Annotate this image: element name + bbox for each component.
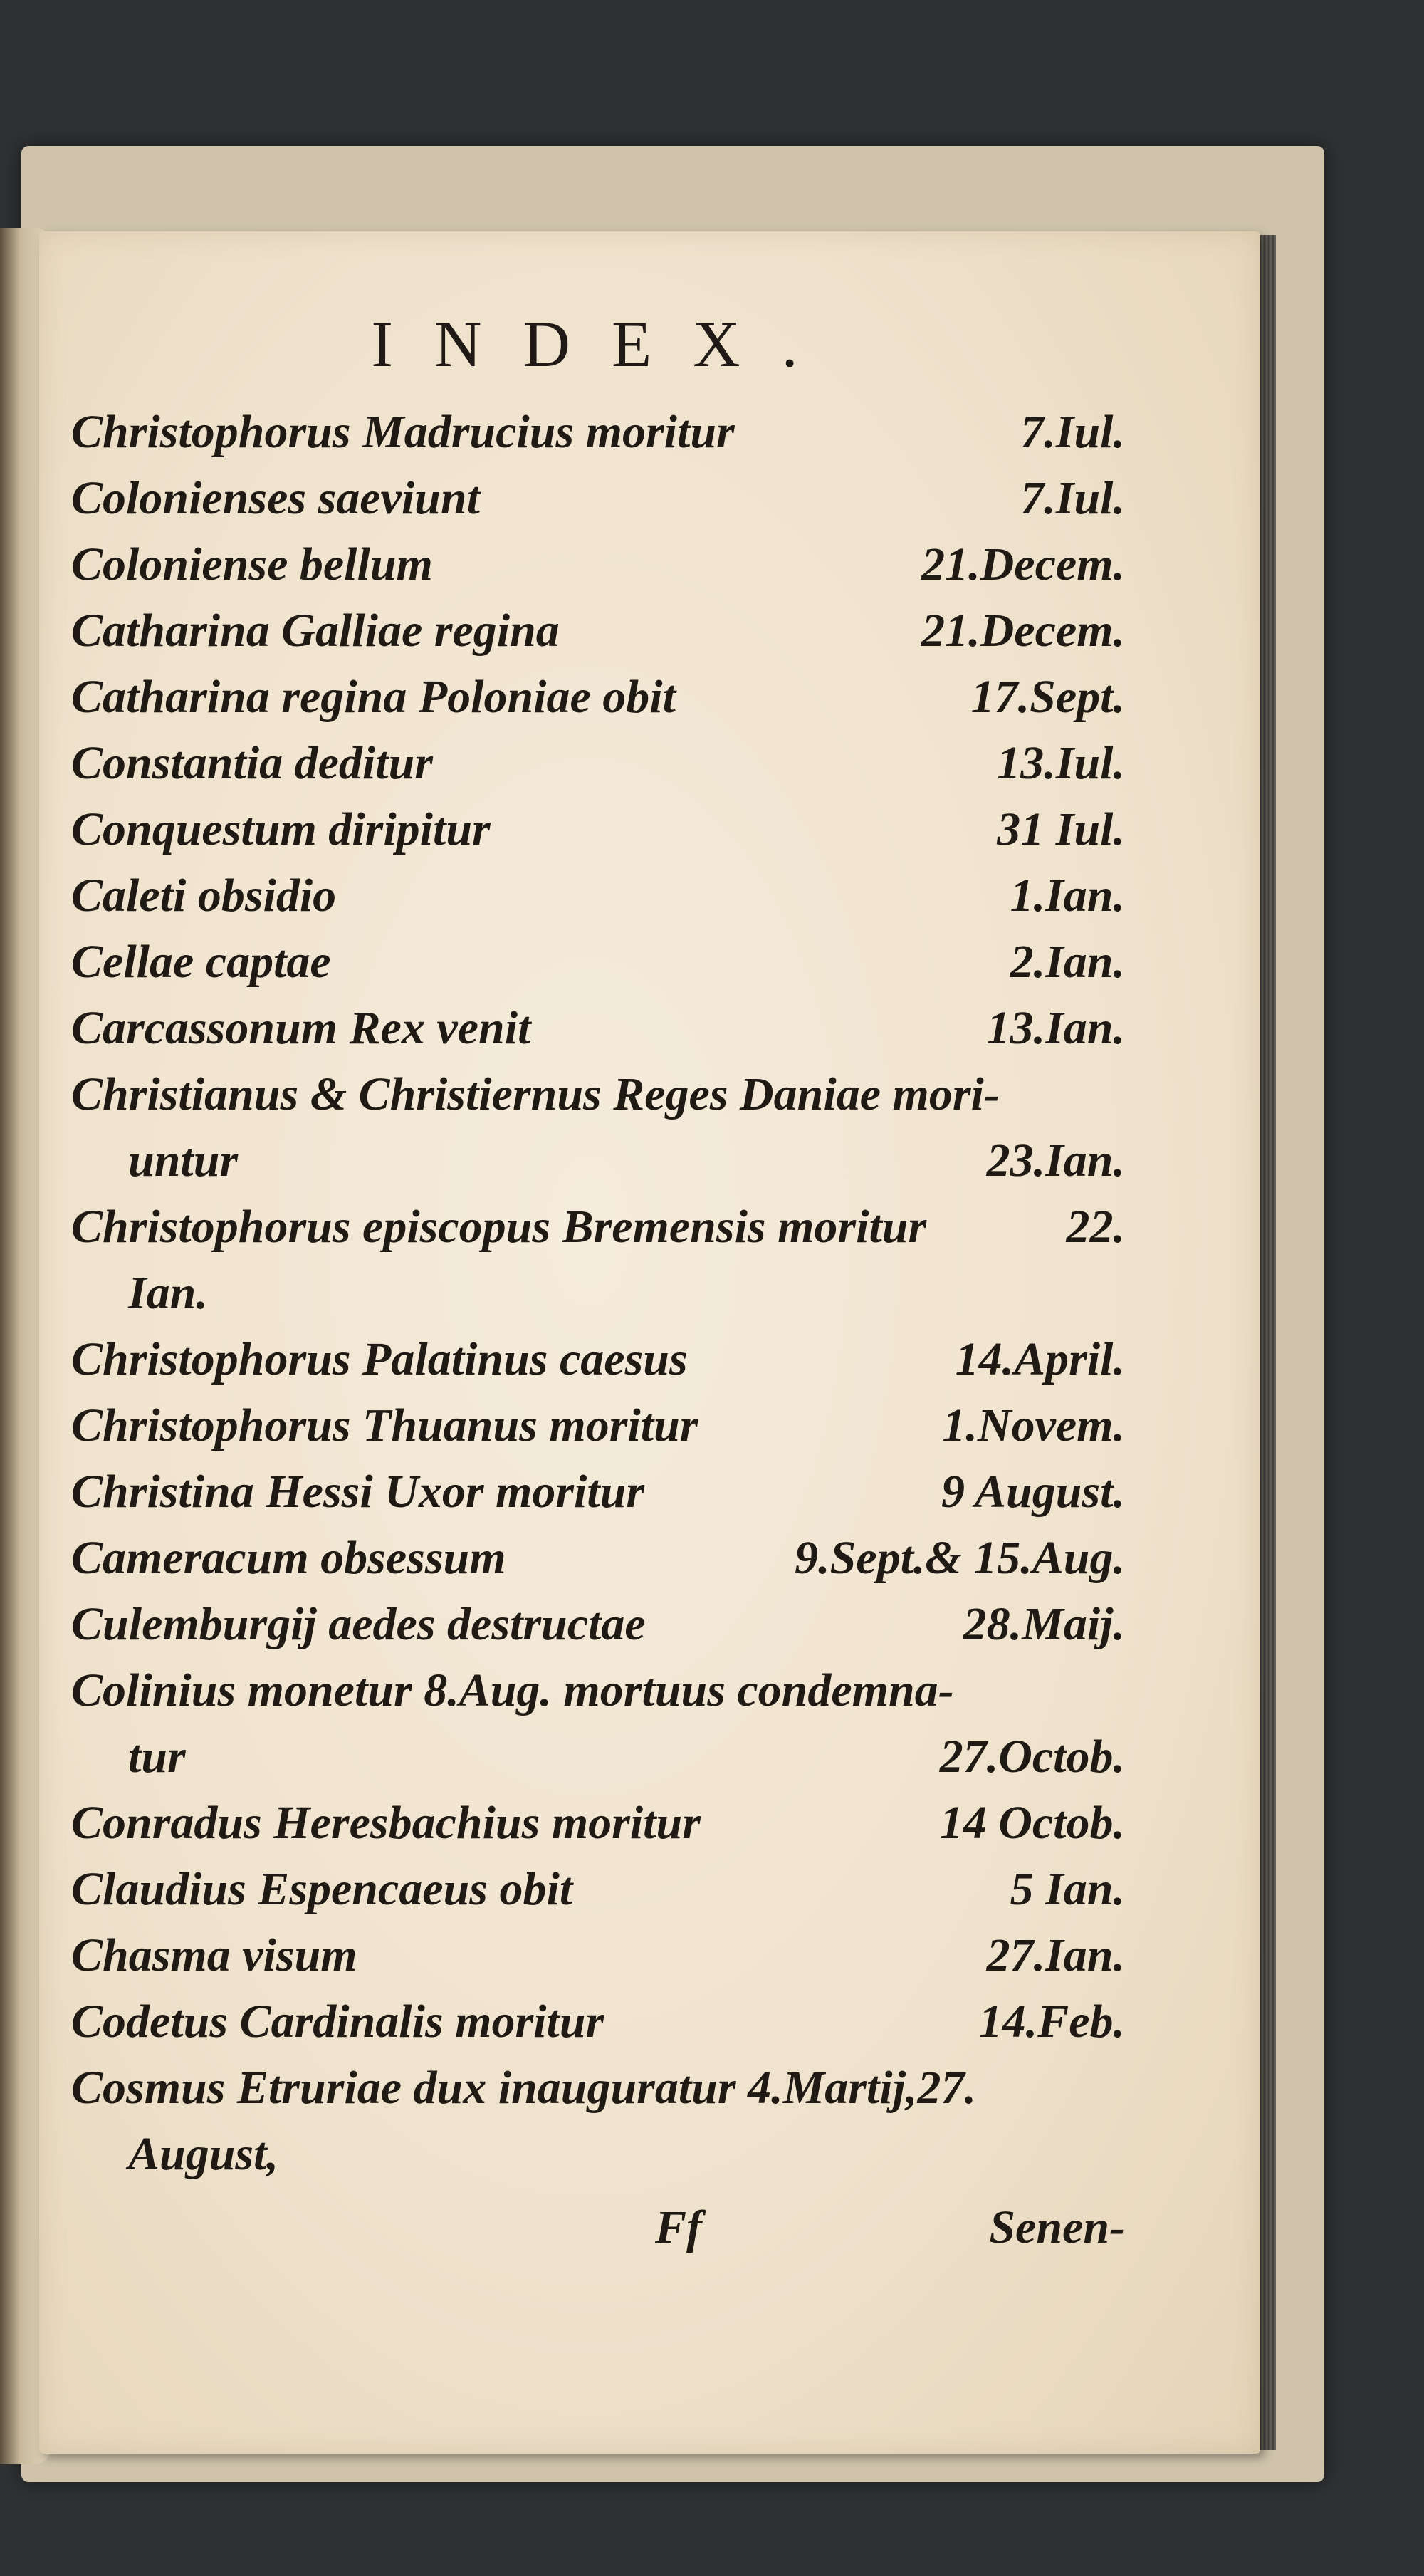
index-entry: Christina Hessi Uxor moritur 9 August. [71, 1466, 1125, 1518]
page-heading: INDEX. [371, 308, 839, 380]
index-entry: Constantia deditur 13.Iul. [71, 737, 1125, 789]
index-entry: Cosmus Etruriae dux inauguratur 4.Martij,27. August, [71, 2062, 976, 2180]
index-entry: Christophorus Madrucius moritur 7.Iul. [71, 406, 1125, 458]
index-entry: Christophorus Palatinus caesus 14.April. [71, 1333, 1125, 1385]
index-entry: Christophorus Thuanus moritur 1.Novem. [71, 1399, 1125, 1451]
index-entry: Colinius monetur 8.Aug. mortuus condemna- tur 27.Octob. [71, 1664, 1125, 1783]
index-entry: Coloniense bellum 21.Decem. [71, 538, 1125, 590]
index-entry: Christophorus episcopus Bremensis moritur 22. Ian. [71, 1201, 1125, 1319]
signature-mark: Ff [655, 2201, 702, 2253]
index-entry: Christianus & Christiernus Reges Daniae mori- untur 23.Ian. [71, 1068, 1125, 1187]
index-entry: Conradus Heresbachius moritur 14 Octob. [71, 1797, 1125, 1849]
page-block-edge [1260, 235, 1276, 2450]
index-entry: Conquestum diripitur 31 Iul. [71, 803, 1125, 855]
index-entry: Claudius Espencaeus obit 5 Ian. [71, 1863, 1125, 1915]
index-entry: Culemburgij aedes destructae 28.Maij. [71, 1598, 1125, 1650]
index-entry: Catharina Galliae regina 21.Decem. [71, 605, 1125, 657]
index-entry: Cameracum obsessum 9.Sept.& 15.Aug. [71, 1532, 1125, 1584]
index-entry: Caleti obsidio 1.Ian. [71, 870, 1125, 922]
catchword: Senen- [989, 2201, 1125, 2253]
index-entry: Colonienses saeviunt 7.Iul. [71, 472, 1125, 524]
index-entry: Carcassonum Rex venit 13.Ian. [71, 1002, 1125, 1054]
page-footer [71, 2201, 1125, 2272]
index-entry: Cellae captae 2.Ian. [71, 936, 1125, 988]
index-entry: Codetus Cardinalis moritur 14.Feb. [71, 1996, 1125, 2048]
index-entry: Catharina regina Poloniae obit 17.Sept. [71, 671, 1125, 723]
index-entry: Chasma visum 27.Ian. [71, 1929, 1125, 1981]
index-entries [71, 399, 1125, 2187]
